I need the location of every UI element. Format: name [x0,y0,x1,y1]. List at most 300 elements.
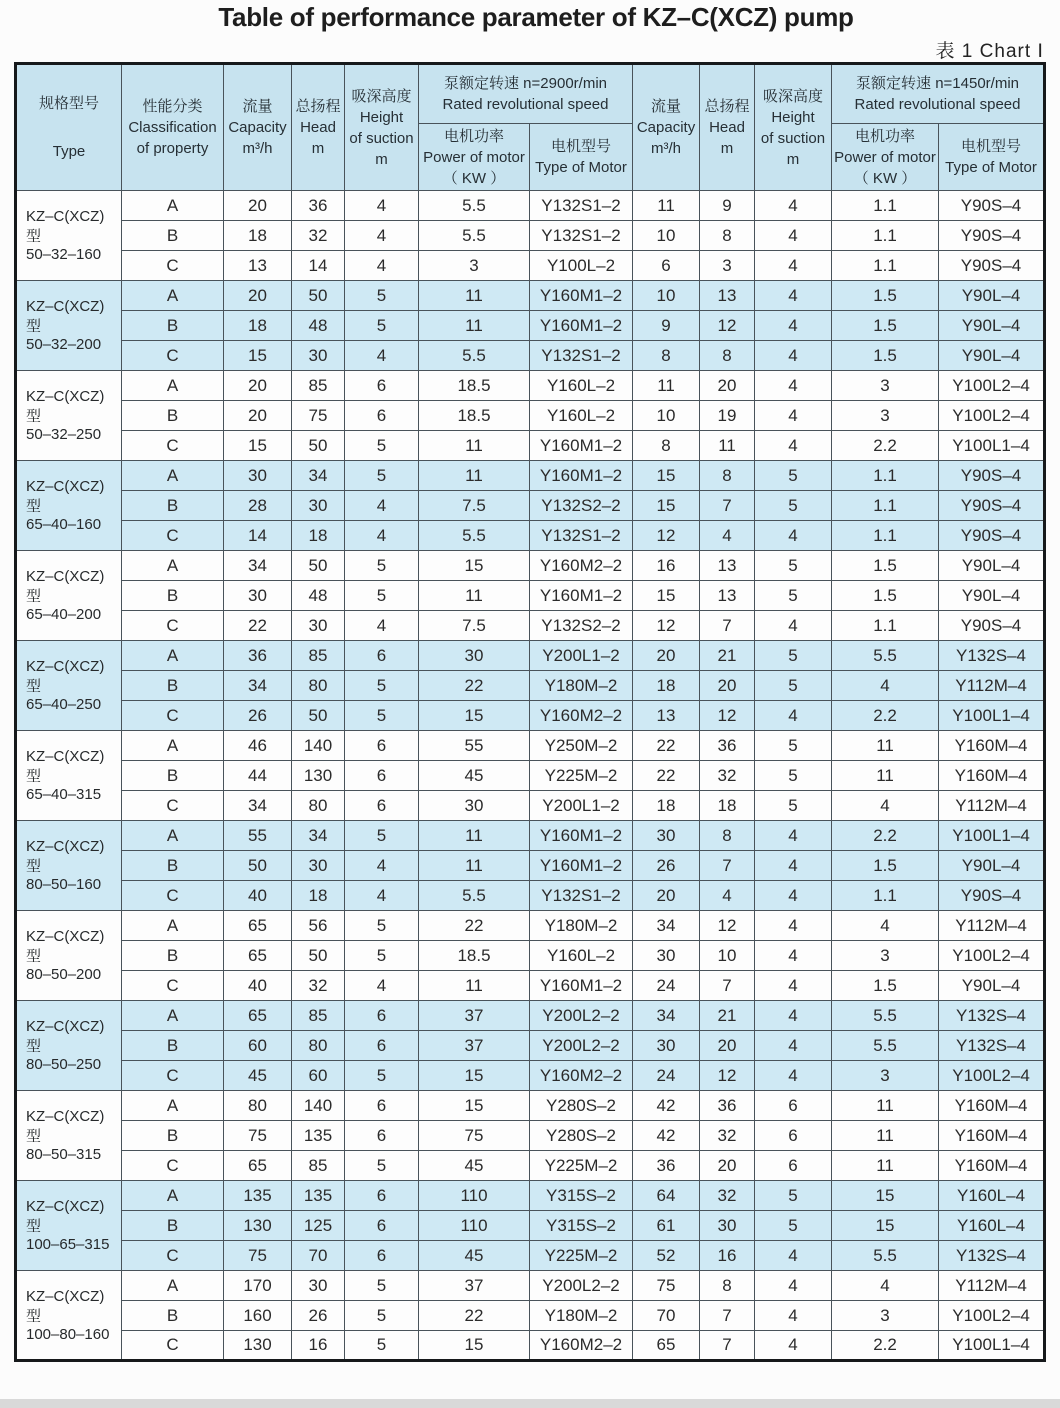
capacity-2900-cell: 65 [224,1151,292,1181]
capacity-2900-cell: 30 [224,461,292,491]
table-row [16,551,1045,581]
capacity-1450-cell: 52 [633,1241,700,1271]
suction-2900-cell: 5 [345,431,419,461]
power-1450-cell: 5.5 [832,1001,939,1031]
head-1450-cell: 8 [700,461,755,491]
suction-2900-cell: 6 [345,761,419,791]
head-2900-cell: 36 [292,191,345,221]
head-2900-cell: 32 [292,971,345,1001]
motor-1450-cell: Y132S–4 [939,1241,1045,1271]
power-2900-cell: 18.5 [419,401,530,431]
power-2900-cell: 37 [419,1031,530,1061]
power-2900-cell: 15 [419,551,530,581]
capacity-1450-cell: 30 [633,1031,700,1061]
head-2900-cell: 50 [292,281,345,311]
suction-1450-cell: 4 [755,1031,832,1061]
header-type [16,64,122,191]
capacity-2900-cell: 46 [224,731,292,761]
head-2900-cell: 85 [292,371,345,401]
power-1450-cell: 2.2 [832,431,939,461]
motor-1450-cell: Y100L1–4 [939,431,1045,461]
table-row [16,1001,1045,1031]
motor-2900-cell: Y132S1–2 [530,341,633,371]
capacity-2900-cell: 18 [224,311,292,341]
capacity-1450-cell: 15 [633,461,700,491]
pump-type-size: 50–32–250 [26,426,102,443]
performance-table [14,62,1046,1362]
motor-1450-cell: Y160L–4 [939,1181,1045,1211]
suction-2900-cell: 5 [345,1331,419,1361]
motor-2900-cell: Y160M1–2 [530,311,633,341]
power-1450-cell: 1.5 [832,851,939,881]
capacity-2900-cell: 20 [224,401,292,431]
power-1450-cell: 1.1 [832,491,939,521]
capacity-2900-cell: 15 [224,431,292,461]
classification-cell: A [122,1271,224,1301]
motor-1450-cell: Y90S–4 [939,221,1045,251]
suction-2900-cell: 6 [345,1031,419,1061]
power-2900-cell: 5.5 [419,521,530,551]
suction-2900-cell: 4 [345,521,419,551]
power-2900-cell: 37 [419,1001,530,1031]
suction-2900-cell: 6 [345,1121,419,1151]
motor-2900-cell: Y160L–2 [530,371,633,401]
head-2900-cell: 60 [292,1061,345,1091]
head-1450-cell: 30 [700,1211,755,1241]
capacity-1450-cell: 22 [633,761,700,791]
power-2900-cell: 45 [419,1241,530,1271]
header-head-zh: 总扬程 [704,98,750,115]
capacity-2900-cell: 55 [224,821,292,851]
header-suction-en2: of suction [760,129,826,147]
power-1450-cell: 3 [832,371,939,401]
power-2900-cell: 45 [419,761,530,791]
capacity-1450-cell: 11 [633,371,700,401]
head-2900-cell: 85 [292,641,345,671]
power-2900-cell: 11 [419,311,530,341]
head-2900-cell: 130 [292,761,345,791]
classification-cell: A [122,821,224,851]
header-capacity-unit: m³/h [242,140,273,157]
header-suction-zh: 吸深高度 [763,87,824,105]
pump-type-name: KZ–C(XCZ) 型 [26,1198,105,1235]
head-2900-cell: 34 [292,461,345,491]
suction-1450-cell: 4 [755,341,832,371]
head-1450-cell: 4 [700,881,755,911]
head-1450-cell: 9 [700,191,755,221]
classification-cell: A [122,191,224,221]
motor-1450-cell: Y132S–4 [939,641,1045,671]
capacity-2900-cell: 130 [224,1331,292,1361]
capacity-1450-cell: 11 [633,191,700,221]
capacity-2900-cell: 18 [224,221,292,251]
suction-1450-cell: 4 [755,401,832,431]
motor-2900-cell: Y225M–2 [530,761,633,791]
suction-2900-cell: 4 [345,191,419,221]
power-1450-cell: 3 [832,1061,939,1091]
suction-2900-cell: 5 [345,1301,419,1331]
capacity-1450-cell: 61 [633,1211,700,1241]
motor-1450-cell: Y160M–4 [939,1121,1045,1151]
suction-1450-cell: 5 [755,461,832,491]
suction-2900-cell: 6 [345,731,419,761]
power-1450-cell: 11 [832,731,939,761]
table-row [16,851,1045,881]
power-1450-cell: 15 [832,1211,939,1241]
classification-cell: C [122,971,224,1001]
motor-2900-cell: Y180M–2 [530,671,633,701]
motor-1450-cell: Y100L2–4 [939,371,1045,401]
motor-2900-cell: Y132S2–2 [530,611,633,641]
capacity-1450-cell: 16 [633,551,700,581]
motor-2900-cell: Y160L–2 [530,401,633,431]
header-motor-en: Type of Motor [535,159,627,176]
head-2900-cell: 135 [292,1121,345,1151]
capacity-2900-cell: 20 [224,281,292,311]
motor-2900-cell: Y160M1–2 [530,821,633,851]
header-speed-1450-en: Rated revolutional speed [854,96,1021,113]
suction-1450-cell: 4 [755,1331,832,1361]
head-1450-cell: 8 [700,221,755,251]
suction-2900-cell: 5 [345,311,419,341]
classification-cell: B [122,851,224,881]
head-1450-cell: 21 [700,1001,755,1031]
power-1450-cell: 1.1 [832,221,939,251]
table-row [16,821,1045,851]
head-2900-cell: 50 [292,941,345,971]
classification-cell: C [122,701,224,731]
header-head-1450 [700,64,755,191]
motor-2900-cell: Y160M1–2 [530,851,633,881]
header-suction-2900 [345,64,419,191]
table-row [16,611,1045,641]
power-1450-cell: 5.5 [832,641,939,671]
motor-1450-cell: Y132S–4 [939,1031,1045,1061]
classification-cell: C [122,1061,224,1091]
motor-2900-cell: Y100L–2 [530,251,633,281]
motor-1450-cell: Y160M–4 [939,1091,1045,1121]
table-row [16,281,1045,311]
header-capacity-zh: 流量 [242,98,273,115]
suction-1450-cell: 5 [755,1211,832,1241]
classification-cell: B [122,1301,224,1331]
head-1450-cell: 13 [700,281,755,311]
classification-cell: A [122,641,224,671]
power-1450-cell: 4 [832,911,939,941]
suction-2900-cell: 5 [345,911,419,941]
classification-cell: A [122,731,224,761]
header-suction-en2: of suction [349,129,414,147]
power-2900-cell: 5.5 [419,221,530,251]
power-2900-cell: 15 [419,1091,530,1121]
header-power-2900 [419,124,530,191]
head-2900-cell: 85 [292,1151,345,1181]
capacity-1450-cell: 22 [633,731,700,761]
suction-2900-cell: 4 [345,251,419,281]
pump-type-size: 80–50–315 [26,1146,102,1163]
head-2900-cell: 80 [292,671,345,701]
table-row [16,1061,1045,1091]
head-1450-cell: 21 [700,641,755,671]
motor-2900-cell: Y280S–2 [530,1091,633,1121]
motor-2900-cell: Y132S1–2 [530,881,633,911]
table-row [16,1031,1045,1061]
suction-1450-cell: 4 [755,371,832,401]
motor-1450-cell: Y90S–4 [939,521,1045,551]
motor-1450-cell: Y132S–4 [939,1001,1045,1031]
motor-2900-cell: Y200L1–2 [530,641,633,671]
capacity-2900-cell: 36 [224,641,292,671]
pump-type-name: KZ–C(XCZ) 型 [26,298,105,335]
suction-1450-cell: 4 [755,851,832,881]
pump-type-cell [16,1091,122,1181]
pump-type-name: KZ–C(XCZ) 型 [26,1108,105,1145]
header-head-unit: m [720,140,734,157]
capacity-2900-cell: 75 [224,1241,292,1271]
head-2900-cell: 30 [292,851,345,881]
power-2900-cell: 30 [419,791,530,821]
head-2900-cell: 48 [292,311,345,341]
capacity-1450-cell: 12 [633,521,700,551]
motor-2900-cell: Y200L1–2 [530,791,633,821]
capacity-1450-cell: 30 [633,941,700,971]
capacity-1450-cell: 18 [633,791,700,821]
header-power-unit: （ KW ） [442,169,506,187]
suction-2900-cell: 4 [345,221,419,251]
header-speed-1450-zh: 泵额定转速 n=1450r/min [856,75,1020,92]
suction-1450-cell: 4 [755,941,832,971]
head-2900-cell: 30 [292,491,345,521]
header-speed-2900-en: Rated revolutional speed [442,96,609,113]
motor-1450-cell: Y90S–4 [939,611,1045,641]
capacity-1450-cell: 20 [633,881,700,911]
classification-cell: A [122,551,224,581]
head-1450-cell: 20 [700,1151,755,1181]
pump-type-name: KZ–C(XCZ) 型 [26,748,105,785]
capacity-1450-cell: 10 [633,221,700,251]
suction-1450-cell: 5 [755,731,832,761]
head-1450-cell: 7 [700,611,755,641]
header-motor-zh: 电机型号 [551,138,612,155]
header-speed-2900-zh: 泵额定转速 n=2900r/min [444,75,607,92]
motor-2900-cell: Y160M1–2 [530,461,633,491]
head-2900-cell: 30 [292,611,345,641]
motor-2900-cell: Y200L2–2 [530,1031,633,1061]
pump-type-size: 100–65–315 [26,1236,110,1253]
classification-cell: B [122,1031,224,1061]
suction-2900-cell: 6 [345,791,419,821]
head-2900-cell: 140 [292,731,345,761]
power-2900-cell: 3 [419,251,530,281]
suction-1450-cell: 4 [755,881,832,911]
head-1450-cell: 7 [700,971,755,1001]
capacity-2900-cell: 45 [224,1061,292,1091]
header-suction-unit: m [786,150,800,168]
pump-type-name: KZ–C(XCZ) 型 [26,208,105,245]
head-2900-cell: 135 [292,1181,345,1211]
table-body [16,191,1045,1361]
power-2900-cell: 11 [419,461,530,491]
head-2900-cell: 16 [292,1331,345,1361]
head-2900-cell: 30 [292,341,345,371]
pump-type-name: KZ–C(XCZ) 型 [26,838,105,875]
capacity-1450-cell: 26 [633,851,700,881]
classification-cell: C [122,431,224,461]
pump-type-size: 65–40–315 [26,786,102,803]
header-head-2900 [292,64,345,191]
motor-1450-cell: Y90L–4 [939,851,1045,881]
header-suction-zh: 吸深高度 [351,87,412,105]
header-class-en1: Classification [128,119,217,136]
table-row [16,1181,1045,1211]
table-row [16,191,1045,221]
table-row [16,1151,1045,1181]
power-2900-cell: 15 [419,1061,530,1091]
power-2900-cell: 110 [419,1181,530,1211]
suction-1450-cell: 5 [755,641,832,671]
suction-1450-cell: 4 [755,1241,832,1271]
motor-2900-cell: Y160M1–2 [530,431,633,461]
motor-1450-cell: Y100L1–4 [939,701,1045,731]
table-row [16,791,1045,821]
table-row [16,701,1045,731]
capacity-2900-cell: 22 [224,611,292,641]
motor-2900-cell: Y225M–2 [530,1151,633,1181]
capacity-1450-cell: 12 [633,611,700,641]
pump-type-name: KZ–C(XCZ) 型 [26,928,105,965]
header-type-zh: 规格型号 [38,94,99,112]
suction-2900-cell: 6 [345,1241,419,1271]
power-1450-cell: 11 [832,761,939,791]
classification-cell: C [122,1151,224,1181]
power-2900-cell: 5.5 [419,191,530,221]
suction-2900-cell: 6 [345,641,419,671]
header-speed-2900 [419,64,633,124]
classification-cell: B [122,311,224,341]
power-1450-cell: 1.1 [832,521,939,551]
power-2900-cell: 7.5 [419,611,530,641]
motor-1450-cell: Y100L2–4 [939,401,1045,431]
suction-2900-cell: 5 [345,281,419,311]
motor-2900-cell: Y132S1–2 [530,521,633,551]
suction-2900-cell: 5 [345,821,419,851]
power-1450-cell: 3 [832,401,939,431]
table-row [16,941,1045,971]
motor-2900-cell: Y132S1–2 [530,221,633,251]
table-row [16,641,1045,671]
motor-2900-cell: Y180M–2 [530,1301,633,1331]
motor-1450-cell: Y90L–4 [939,581,1045,611]
suction-1450-cell: 4 [755,221,832,251]
header-capacity-1450 [633,64,700,191]
capacity-1450-cell: 10 [633,401,700,431]
motor-1450-cell: Y100L2–4 [939,941,1045,971]
motor-2900-cell: Y160M2–2 [530,701,633,731]
header-head-zh: 总扬程 [295,98,341,115]
header-capacity-2900 [224,64,292,191]
table-row [16,371,1045,401]
capacity-1450-cell: 8 [633,431,700,461]
capacity-1450-cell: 15 [633,491,700,521]
motor-2900-cell: Y160M1–2 [530,581,633,611]
pump-type-size: 65–40–200 [26,606,102,623]
head-2900-cell: 48 [292,581,345,611]
capacity-2900-cell: 20 [224,371,292,401]
header-power-zh: 电机功率 [443,127,504,145]
power-2900-cell: 5.5 [419,881,530,911]
pump-type-cell [16,461,122,551]
header-capacity-zh: 流量 [651,98,682,115]
power-2900-cell: 22 [419,1301,530,1331]
classification-cell: C [122,251,224,281]
head-1450-cell: 13 [700,551,755,581]
motor-1450-cell: Y112M–4 [939,791,1045,821]
motor-1450-cell: Y90L–4 [939,971,1045,1001]
table-row [16,311,1045,341]
header-head-unit: m [311,140,325,157]
suction-1450-cell: 4 [755,311,832,341]
header-motor-en: Type of Motor [945,159,1037,176]
chart-number-label: 表 1 Chart Ⅰ [935,41,1044,62]
table-row [16,1091,1045,1121]
capacity-2900-cell: 14 [224,521,292,551]
table-header [16,64,1045,191]
page-title: Table of performance parameter of KZ–C(XCZ) pump [218,2,854,32]
power-1450-cell: 5.5 [832,1031,939,1061]
table-row [16,1211,1045,1241]
pump-type-name: KZ–C(XCZ) 型 [26,1287,105,1325]
suction-2900-cell: 6 [345,1091,419,1121]
capacity-2900-cell: 26 [224,701,292,731]
suction-1450-cell: 4 [755,971,832,1001]
motor-1450-cell: Y100L1–4 [939,821,1045,851]
suction-2900-cell: 6 [345,371,419,401]
head-1450-cell: 36 [700,731,755,761]
head-2900-cell: 18 [292,521,345,551]
header-classification [122,64,224,191]
capacity-2900-cell: 34 [224,671,292,701]
power-2900-cell: 11 [419,431,530,461]
head-2900-cell: 50 [292,551,345,581]
header-type-en: Type [52,143,86,161]
capacity-2900-cell: 75 [224,1121,292,1151]
head-2900-cell: 140 [292,1091,345,1121]
table-row [16,731,1045,761]
capacity-2900-cell: 65 [224,941,292,971]
suction-1450-cell: 5 [755,671,832,701]
motor-2900-cell: Y180M–2 [530,911,633,941]
head-2900-cell: 32 [292,221,345,251]
header-motor-2900 [530,124,633,191]
power-2900-cell: 18.5 [419,371,530,401]
header-class-en2: of property [136,140,209,157]
suction-1450-cell: 4 [755,1271,832,1301]
capacity-2900-cell: 135 [224,1181,292,1211]
power-1450-cell: 4 [832,671,939,701]
header-capacity-unit: m³/h [651,140,682,157]
motor-1450-cell: Y112M–4 [939,1271,1045,1301]
capacity-2900-cell: 50 [224,851,292,881]
pump-type-cell [16,281,122,371]
suction-1450-cell: 5 [755,581,832,611]
head-2900-cell: 30 [292,1271,345,1301]
suction-1450-cell: 4 [755,1001,832,1031]
table-row [16,491,1045,521]
header-power-1450 [832,124,939,191]
power-1450-cell: 1.5 [832,971,939,1001]
classification-cell: B [122,401,224,431]
motor-2900-cell: Y225M–2 [530,1241,633,1271]
